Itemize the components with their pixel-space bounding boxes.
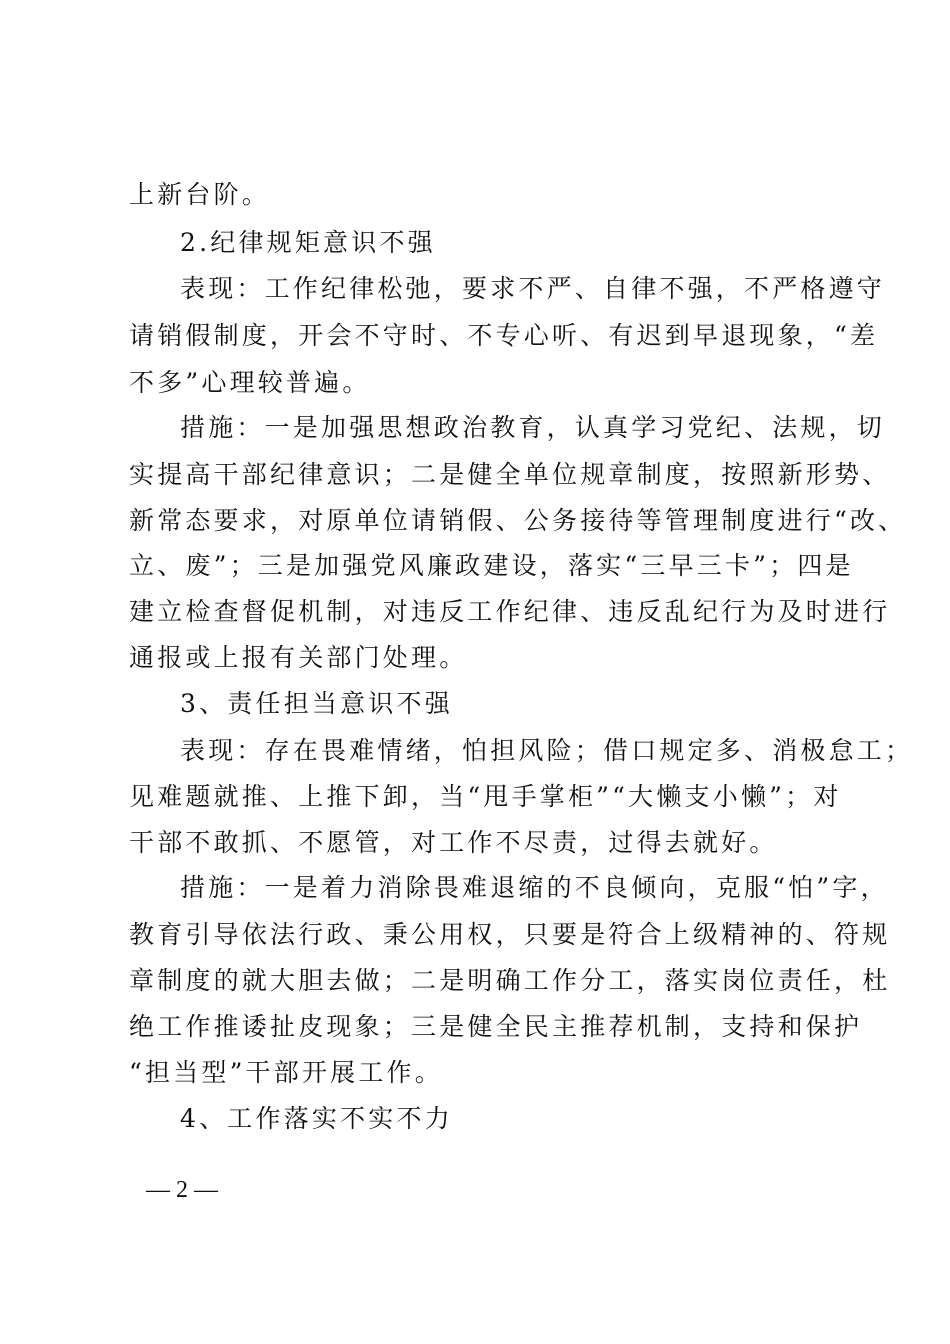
text-line: 教育引导依法行政、秉公用权，只要是符合上级精神的、符规 — [129, 920, 891, 949]
text-line: 干部不敢抓、不愿管，对工作不尽责，过得去就好。 — [129, 828, 778, 857]
text-line: 章制度的就大胆去做；二是明确工作分工，落实岗位责任，杜 — [129, 966, 891, 995]
section-heading: 4、工作落实不实不力 — [180, 1104, 453, 1133]
text-line: 通报或上报有关部门处理。 — [129, 643, 468, 672]
text-line: 绝工作推诿扯皮现象；三是健全民主推荐机制，支持和保护 — [129, 1012, 863, 1041]
text-line: 建立检查督促机制，对违反工作纪律、违反乱纪行为及时进行 — [129, 597, 891, 626]
text-line: 见难题就推、上推下卸，当“甩手掌柜”“大懒支小懒”；对 — [129, 782, 842, 811]
text-line: 表现：工作纪律松弛，要求不严、自律不强，不严格遵守 — [180, 274, 886, 303]
text-line: 措施：一是着力消除畏难退缩的不良倾向，克服“怕”字， — [180, 873, 889, 902]
text-line: 上新台阶。 — [129, 180, 271, 209]
text-line: 不多”心理较普遍。 — [129, 368, 371, 397]
section-heading: 2.纪律规矩意识不强 — [180, 228, 436, 257]
text-line: 请销假制度，开会不守时、不专心听、有迟到早退现象，“差 — [129, 321, 879, 350]
section-heading: 3、责任担当意识不强 — [180, 689, 453, 718]
page-number: — 2 — — [146, 1177, 218, 1203]
text-line: 实提高干部纪律意识；二是健全单位规章制度，按照新形势、 — [129, 460, 891, 489]
text-line: 立、废”；三是加强党风廉政建设，落实“三早三卡”；四是 — [129, 551, 854, 580]
text-line: “担当型”干部开展工作。 — [129, 1058, 443, 1087]
text-line: 措施：一是加强思想政治教育，认真学习党纪、法规，切 — [180, 413, 886, 442]
text-line: 新常态要求，对原单位请销假、公务接待等管理制度进行“改、 — [129, 506, 907, 535]
text-line: 表现：存在畏难情绪，怕担风险；借口规定多、消极怠工； — [180, 736, 914, 765]
